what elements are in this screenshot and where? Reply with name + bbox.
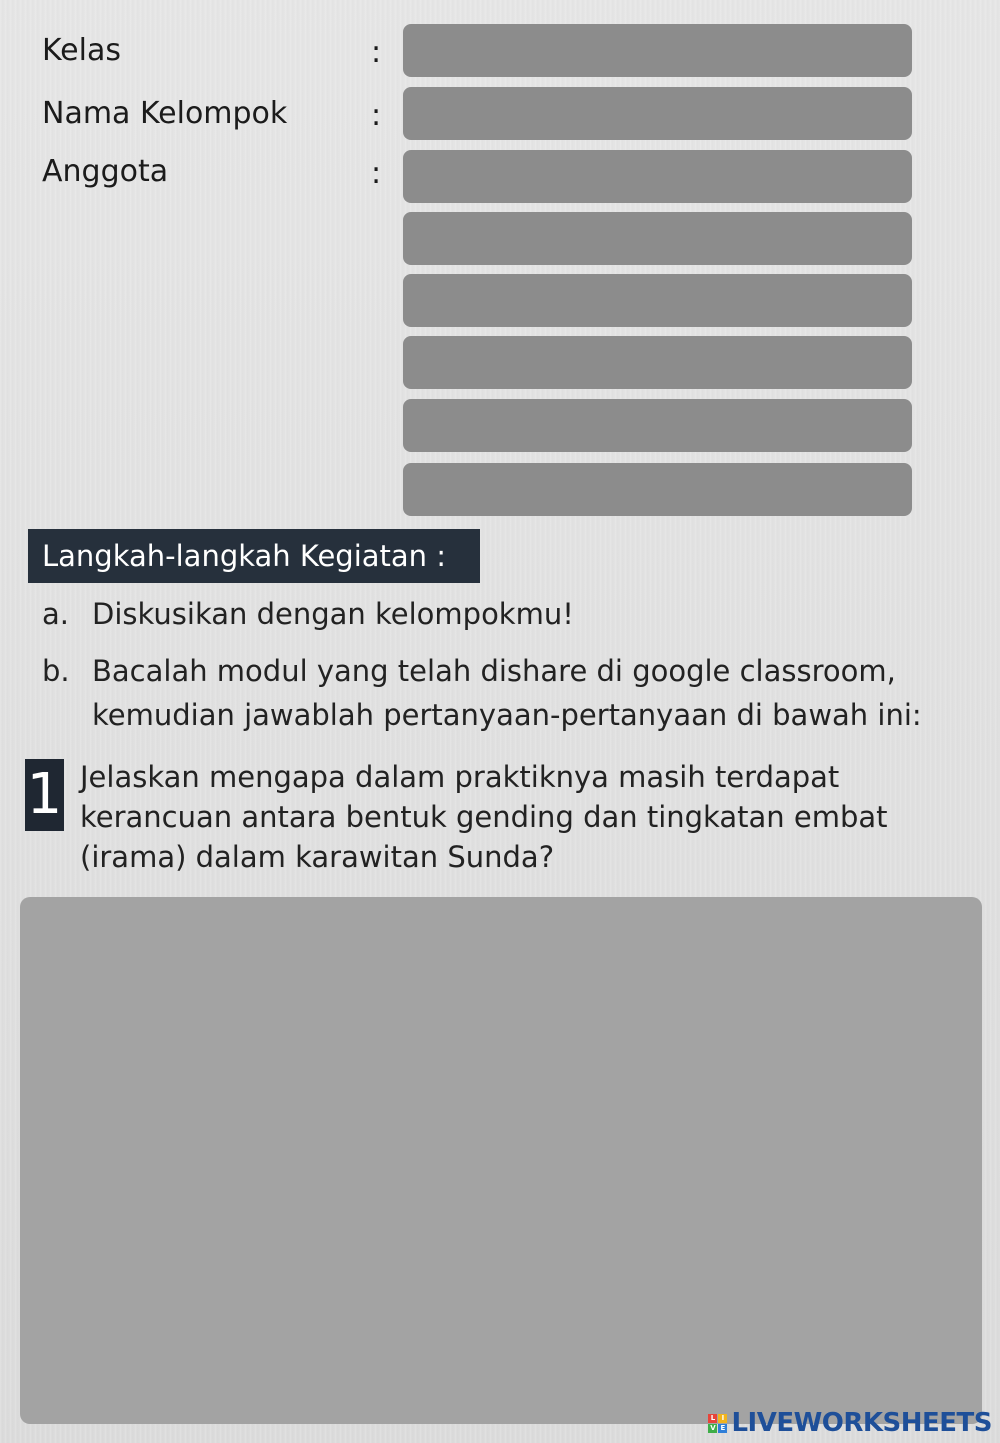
liveworksheets-logo-icon — [708, 1414, 727, 1433]
question-text — [80, 757, 960, 877]
activity-heading: Langkah-langkah Kegiatan : — [28, 529, 480, 583]
colon-anggota: : — [371, 156, 382, 191]
nama-kelompok-input[interactable] — [403, 87, 912, 140]
anggota-input-5[interactable] — [403, 399, 912, 452]
step-b-line-1: Bacalah modul yang telah dishare di google classroom, — [92, 654, 896, 688]
liveworksheets-wordmark: LIVEWORKSHEETS — [731, 1408, 992, 1438]
logo-tile-i: I — [718, 1414, 727, 1423]
step-a-text: Diskusikan dengan kelompokmu! — [92, 597, 574, 631]
kelas-input[interactable] — [403, 24, 912, 77]
question-line-2: kerancuan antara bentuk gending dan tingkatan embat — [80, 800, 888, 834]
label-kelas: Kelas — [42, 33, 121, 68]
anggota-input-2[interactable] — [403, 212, 912, 265]
colon-kelas: : — [371, 35, 382, 70]
step-a — [0, 592, 1000, 636]
anggota-input-4[interactable] — [403, 336, 912, 389]
anggota-input-3[interactable] — [403, 274, 912, 327]
answer-textarea[interactable] — [20, 897, 982, 1424]
anggota-input-1[interactable] — [403, 150, 912, 203]
step-b — [0, 649, 1000, 737]
step-b-marker: b. — [42, 654, 70, 688]
step-a-marker: a. — [42, 597, 69, 631]
colon-nama-kelompok: : — [371, 98, 382, 133]
step-b-line-2: kemudian jawablah pertanyaan-pertanyaan di bawah ini: — [92, 698, 922, 732]
question-number-badge: 1 — [25, 759, 64, 831]
anggota-input-6[interactable] — [403, 463, 912, 516]
question-line-1: Jelaskan mengapa dalam praktiknya masih terdapat — [80, 760, 840, 794]
liveworksheets-brand — [708, 1406, 992, 1440]
logo-tile-e: E — [718, 1424, 727, 1433]
label-anggota: Anggota — [42, 154, 169, 189]
logo-tile-l: L — [708, 1414, 717, 1423]
question-line-3: (irama) dalam karawitan Sunda? — [80, 840, 555, 874]
label-nama-kelompok: Nama Kelompok — [42, 96, 288, 131]
logo-tile-v: V — [710, 1423, 716, 1432]
